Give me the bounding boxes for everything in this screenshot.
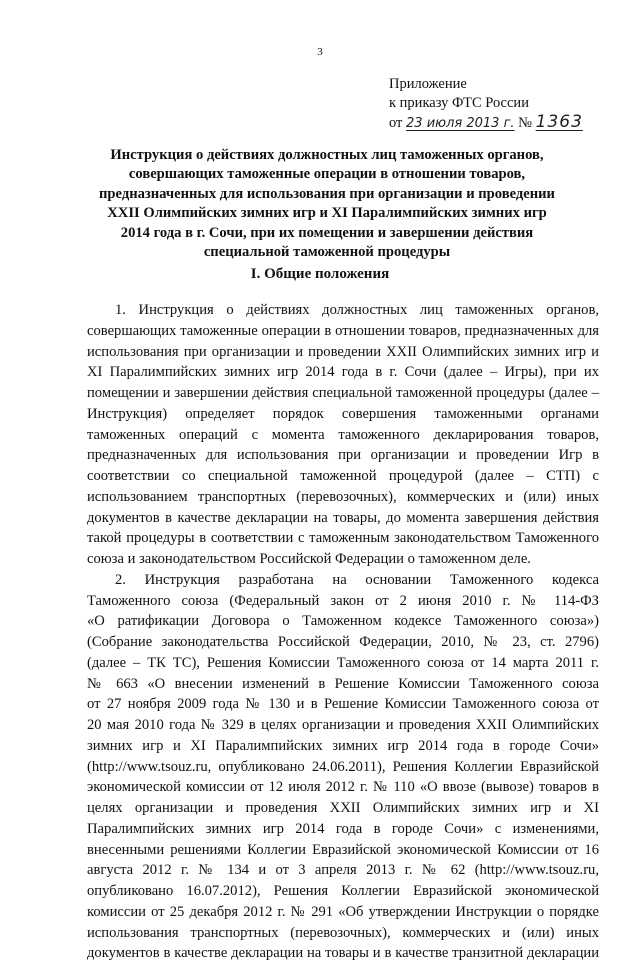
paragraph-line: опубликовано 16.07.2012), Решения Коллегии Евразийской экономической: [87, 883, 599, 899]
appendix-line-2: к приказу ФТС России: [389, 95, 529, 111]
document-title: [62, 146, 592, 262]
paragraph-line: экономической комиссии от 12 июля 2012 г. № 110 «О ввозе (вывозе) товаров в: [87, 779, 599, 796]
paragraph-line: использования при организации и проведении XXII Олимпийских зимних игр и: [87, 343, 599, 360]
handwritten-date: 23 июля 2013 г.: [406, 116, 515, 131]
paragraph-line: документов в качестве декларации на товары, до момента завершения действия: [87, 509, 599, 526]
paragraph-line: (Собрание законодательства Российской Федерации, 2010, № 23, ст. 2796): [87, 634, 599, 650]
paragraph-line: предназначенных для использования при организации и проведении Игр в: [87, 447, 599, 464]
section-heading: I. Общие положения: [250, 266, 390, 282]
paragraph-line: 20 мая 2010 года № 329 в целях организации и проведения XXII Олимпийских: [87, 717, 599, 733]
paragraph-line: такой процедуры в соответствии с таможенным законодательством Таможенного: [87, 530, 599, 547]
appendix-from-label: от: [389, 115, 403, 131]
paragraph-line: 2. Инструкция разработана на основании Таможенного кодекса: [115, 571, 599, 588]
title-line: специальной таможенной процедуры: [203, 244, 451, 261]
paragraph-line: внесенными решениями Коллегии Евразийской экономической Комиссии от 16: [87, 841, 599, 858]
page-number: 3: [317, 46, 323, 58]
paragraph-line: Паралимпийских зимних игр 2014 года в городе Сочи» с изменениями,: [87, 820, 599, 837]
paragraph-line: документов в качестве декларации на товары и в качестве транзитной декларации: [87, 945, 599, 962]
paragraph-line: (далее – ТК ТС), Решения Комиссии Таможенного союза от 14 марта 2011 г.: [87, 654, 599, 671]
handwritten-order-number: 1363: [535, 112, 583, 132]
paragraph-line: совершающих таможенные операции в отношении товаров, предназначенных для: [87, 322, 599, 339]
appendix-line-3: [389, 113, 583, 133]
title-line: Инструкция о действиях должностных лиц таможенных органов,: [110, 147, 544, 163]
title-line: XXII Олимпийских зимних игр и XI Паралимпийских зимних игр: [107, 205, 547, 222]
appendix-number-label: №: [518, 115, 533, 131]
paragraph-line: от 27 ноября 2009 года № 130 и в Решение Комиссии Таможенного союза от: [87, 696, 599, 713]
paragraph-line: комиссии от 25 декабря 2012 г. № 291 «Об утверждении Инструкции о порядке: [87, 903, 599, 920]
title-line: предназначенных для использования при организации и проведении: [99, 185, 555, 202]
paragraph-line: соответствии со специальной таможенной процедурой (далее – СТП) с: [87, 468, 599, 484]
paragraph-line: Инструкция) определяет порядок совершения таможенными органами: [87, 405, 599, 422]
paragraph-line: использованием транспортных (перевозочных), коммерческих и (или) иных: [87, 488, 599, 505]
paragraph-line: 1. Инструкция о действиях должностных лиц таможенных органов,: [115, 302, 599, 318]
paragraph-line: целях организации и проведения XXII Олимпийских зимних игр и XI: [87, 800, 599, 816]
body-text: [87, 300, 599, 964]
paragraph-line: XI Паралимпийских зимних игр 2014 года в г. Сочи (далее – Игры), при их: [87, 364, 599, 381]
paragraph-line: таможенных операций с момента таможенного декларирования товаров,: [87, 426, 599, 443]
title-line: 2014 года в г. Сочи, при их помещении и завершении действия: [120, 224, 534, 241]
paragraph-line: (http://www.tsouz.ru, опубликовано 24.06.2011), Решения Коллегии Евразийской: [87, 758, 599, 775]
paragraph-line: помещении и завершении действия специальной таможенной процедуры (далее –: [87, 385, 599, 401]
paragraph-line: «О ратификации Договора о Таможенном кодексе Таможенного союза»): [87, 613, 599, 630]
paragraph-line: № 663 «О внесении изменений в Решение Комиссии Таможенного союза: [87, 675, 599, 692]
paragraph-line: использования транспортных (перевозочных), коммерческих и (или) иных: [87, 924, 599, 941]
paragraph-line: Таможенного союза (Федеральный закон от 2 июня 2010 г. № 114-ФЗ: [87, 592, 599, 609]
appendix-line-1: Приложение: [389, 76, 467, 92]
paragraph-line: зимних игр и XI Паралимпийских зимних игр 2014 года в городе Сочи»: [87, 737, 599, 754]
title-line: совершающих таможенные операции в отношении товаров,: [128, 166, 526, 183]
paragraph-line: союза и законодательством Российской Федерации о таможенном деле.: [87, 551, 531, 567]
appendix-block: [389, 75, 583, 133]
paragraph-line: августа 2012 г. № 134 и от 3 апреля 2013 г. № 62 (http://www.tsouz.ru,: [87, 862, 599, 879]
